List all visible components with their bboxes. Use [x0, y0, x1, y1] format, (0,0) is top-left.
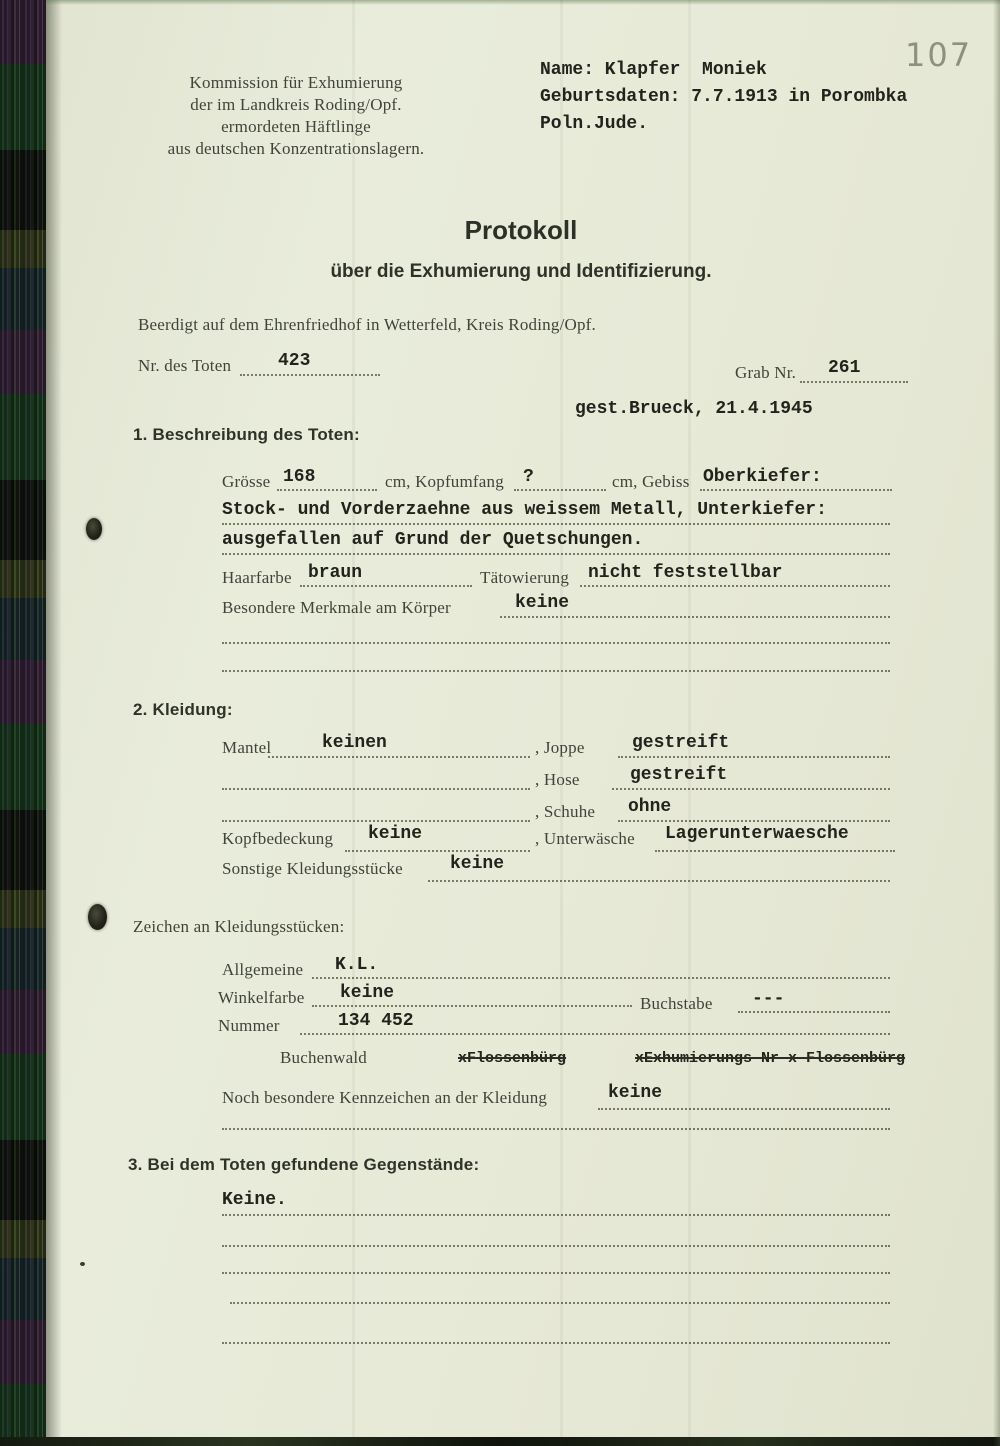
section1-heading: 1. Beschreibung des Toten:: [133, 425, 360, 444]
haarfarbe-label: Haarfarbe: [222, 568, 292, 587]
kennzeichen-label: Noch besondere Kennzeichen an der Kleidung: [222, 1088, 548, 1107]
dotted-line: [700, 489, 892, 491]
unterwaesche-label: , Unterwäsche: [535, 829, 635, 848]
allgemeine-label: Allgemeine: [222, 960, 304, 979]
dotted-line: [428, 880, 890, 882]
dotted-line: [240, 374, 380, 376]
winkelfarbe-value: keine: [340, 983, 395, 1003]
mantel-label: Mantel: [222, 738, 272, 757]
victim-name-line: Name: Klapfer Moniek: [540, 60, 767, 80]
grab-nr-label: Grab Nr.: [735, 363, 797, 382]
page-bottom-edge: [0, 1437, 1000, 1446]
joppe-value: gestreift: [632, 733, 730, 753]
taetowierung-value: nicht feststellbar: [588, 563, 783, 583]
grab-nr-value: 261: [828, 358, 861, 378]
struck-entry-1: xFlossenbürg: [458, 1050, 567, 1067]
schuhe-value: ohne: [628, 797, 672, 817]
winkelfarbe-label: Winkelfarbe: [218, 988, 305, 1007]
commission-line: Kommission für Exhumierung: [189, 73, 403, 92]
kennzeichen-value: keine: [608, 1083, 663, 1103]
dotted-line: [222, 1342, 890, 1344]
document-title: Protokoll: [464, 215, 578, 245]
dotted-line: [277, 489, 377, 491]
unterwaesche-value: Lagerunterwaesche: [665, 824, 849, 844]
dotted-line: [598, 1108, 890, 1110]
struck-entry-2: xExhumierungs-Nr x Flossenbürg: [635, 1050, 906, 1067]
hole-punch: [86, 518, 102, 540]
dotted-line: [618, 820, 890, 822]
dotted-line: [345, 850, 530, 852]
hole-punch: [88, 904, 107, 930]
schuhe-label: , Schuhe: [535, 802, 596, 821]
dotted-line: [800, 381, 908, 383]
dotted-line: [222, 788, 530, 790]
groesse-label: Grösse: [222, 472, 271, 491]
mantel-value: keinen: [322, 733, 387, 753]
commission-line: ermordeten Häftlinge: [221, 117, 371, 136]
merkmale-value: keine: [515, 593, 570, 613]
page-number: 107: [905, 36, 973, 74]
dotted-line: [500, 616, 890, 618]
dotted-line: [738, 1011, 890, 1013]
dotted-line: [312, 1005, 632, 1007]
dotted-line: [222, 1128, 890, 1130]
buchstabe-label: Buchstabe: [640, 994, 713, 1013]
burial-location-line: Beerdigt auf dem Ehrenfriedhof in Wetterfeld, Kreis Roding/Opf.: [138, 315, 596, 334]
title-block: [46, 215, 996, 283]
sonstige-label: Sonstige Kleidungsstücke: [222, 859, 403, 878]
dotted-line: [222, 1245, 890, 1247]
allgemeine-value: K.L.: [335, 955, 379, 975]
dotted-line: [230, 1302, 890, 1304]
dotted-line: [580, 585, 890, 587]
section2-heading: 2. Kleidung:: [133, 700, 233, 719]
gebiss-label: cm, Gebiss: [612, 472, 690, 491]
taetowierung-label: Tätowierung: [480, 568, 570, 587]
death-line: gest.Brueck, 21.4.1945: [575, 399, 813, 419]
nummer-value: 134 452: [338, 1011, 414, 1031]
groesse-value: 168: [283, 467, 316, 487]
dotted-line: [514, 489, 606, 491]
kopfbedeckung-label: Kopfbedeckung: [222, 829, 334, 848]
gebiss-line2: Stock- und Vorderzaehne aus weissem Metall, Unterkiefer:: [222, 500, 827, 520]
nr-toten-label: Nr. des Toten: [138, 356, 232, 375]
dotted-line: [222, 523, 890, 525]
dotted-line: [300, 585, 472, 587]
dotted-line: [655, 850, 895, 852]
gegenstaende-value: Keine.: [222, 1190, 287, 1210]
dotted-line: [300, 1033, 890, 1035]
joppe-label: , Joppe: [535, 738, 585, 757]
hose-value: gestreift: [630, 765, 728, 785]
ink-speck: [80, 1262, 85, 1266]
commission-line: aus deutschen Konzentrationslagern.: [167, 139, 425, 158]
nr-toten-value: 423: [278, 351, 311, 371]
haarfarbe-value: braun: [308, 563, 363, 583]
camp-name: Buchenwald: [280, 1048, 367, 1067]
buchstabe-value: ---: [752, 989, 785, 1009]
gebiss-line3: ausgefallen auf Grund der Quetschungen.: [222, 530, 644, 550]
hose-label: , Hose: [535, 770, 580, 789]
kopfumfang-value: ?: [523, 467, 534, 487]
dotted-line: [222, 642, 890, 644]
dotted-line: [612, 788, 890, 790]
victim-religion-line: Poln.Jude.: [540, 114, 649, 134]
sonstige-value: keine: [450, 854, 505, 874]
section3-heading: 3. Bei dem Toten gefundene Gegenstände:: [128, 1155, 480, 1174]
book-binding-edge: [0, 0, 46, 1446]
gebiss-value: Oberkiefer:: [703, 467, 822, 487]
victim-birth-line: Geburtsdaten: 7.7.1913 in Porombka: [540, 87, 908, 107]
dotted-line: [222, 670, 890, 672]
dotted-line: [222, 1272, 890, 1274]
zeichen-heading: Zeichen an Kleidungsstücken:: [133, 917, 345, 936]
kopfbedeckung-value: keine: [368, 824, 423, 844]
commission-line: der im Landkreis Roding/Opf.: [190, 95, 402, 114]
nummer-label: Nummer: [218, 1016, 280, 1035]
dotted-line: [222, 820, 530, 822]
dotted-line: [222, 553, 890, 555]
kopfumfang-label: cm, Kopfumfang: [385, 472, 504, 491]
dotted-line: [268, 756, 530, 758]
page-top-edge: [46, 0, 1000, 5]
document-subtitle: über die Exhumierung und Identifizierung.: [330, 261, 712, 282]
merkmale-label: Besondere Merkmale am Körper: [222, 598, 451, 617]
commission-header: [148, 72, 444, 160]
dotted-line: [618, 756, 890, 758]
dotted-line: [222, 1214, 890, 1216]
dotted-line: [312, 977, 890, 979]
